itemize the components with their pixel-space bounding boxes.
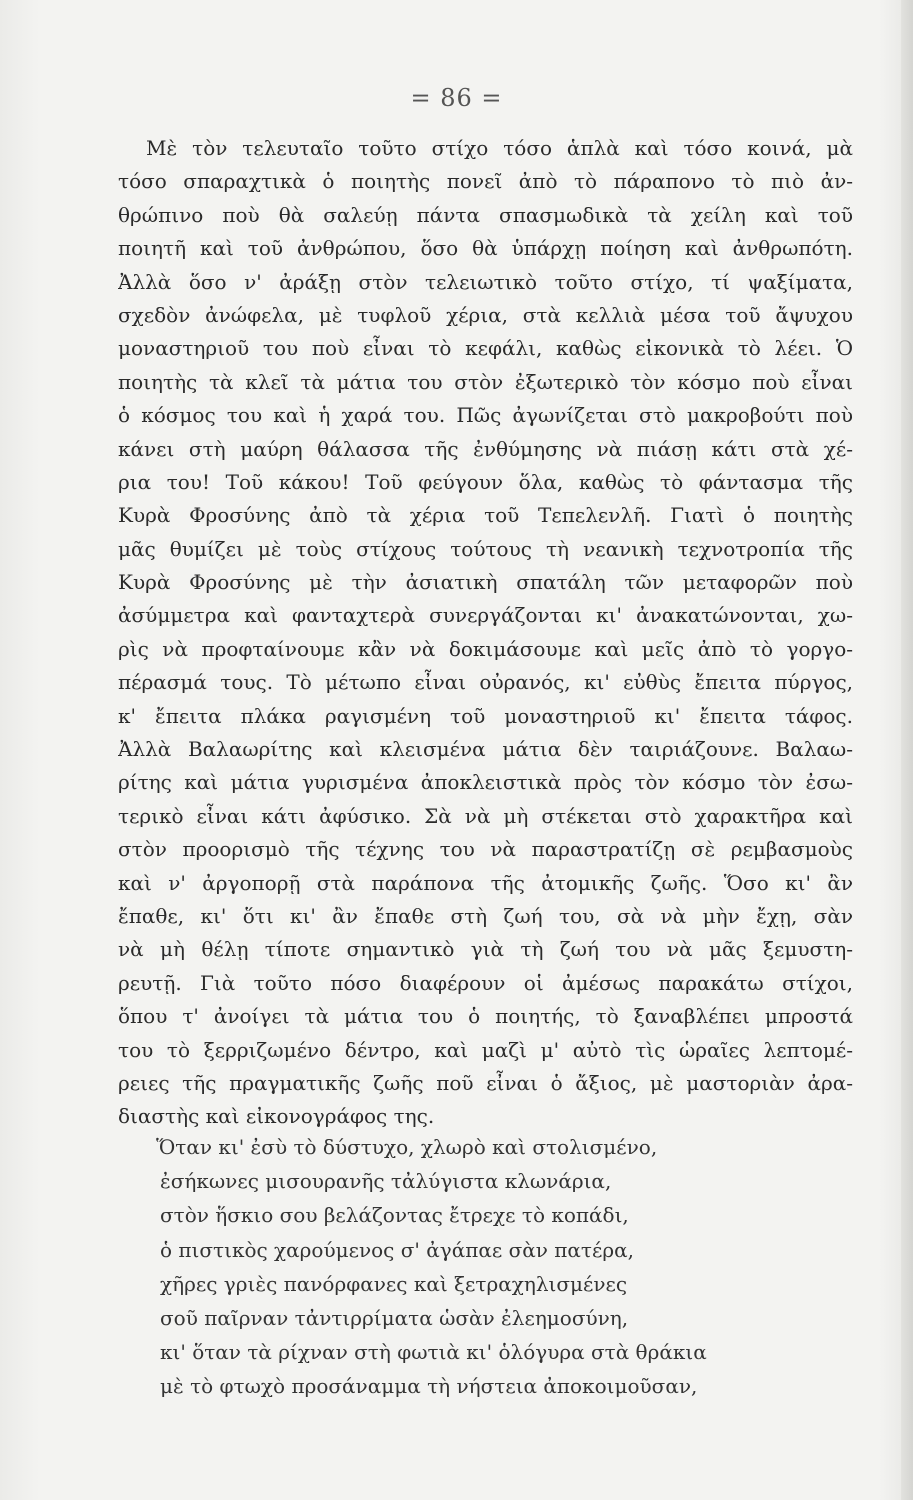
page-number: = 86 = xyxy=(410,84,503,112)
prose-line: διαστὴς καὶ εἰκονογράφος της. xyxy=(118,1104,435,1129)
prose-line: Ἀλλὰ ὅσο ν' ἀράξῃ στὸν τελειωτικὸ τοῦτο στίχο, τί ψαξίματα, xyxy=(118,269,853,294)
prose-line: πέρασμά τους. Τὸ μέτωπο εἶναι οὐρανός, κι' εὐθὺς ἔπειτα πύργος, xyxy=(118,670,853,695)
page-edge-shadow xyxy=(901,0,913,1500)
prose-line: Ἀλλὰ Βαλαωρίτης καὶ κλεισμένα μάτια δὲν ταιριάζουνε. Βαλαω- xyxy=(118,737,853,762)
prose-line: ἀσύμμετρα καὶ φανταχτερὰ συνεργάζονται κι' ἀνακατώνονται, χω- xyxy=(118,603,853,628)
prose-line: μᾶς θυμίζει μὲ τοὺς στίχους τούτους τὴ νεανικὴ τεχνοτροπία τῆς xyxy=(118,536,853,561)
prose-line: ἔπαθε, κι' ὅτι κι' ἂν ἔπαθε στὴ ζωή του, σὰ νὰ μὴν ἔχῃ, σὰν xyxy=(118,903,853,928)
prose-line: ρια του! Τοῦ κάκου! Τοῦ φεύγουν ὅλα, καθὼς τὸ φάντασμα τῆς xyxy=(118,469,853,494)
prose-line: καὶ ν' ἀργοπορῇ στὰ παράπονα τῆς ἀτομικῆς ζωῆς. Ὅσο κι' ἂν xyxy=(118,870,853,895)
prose-line: ποιητῆ καὶ τοῦ ἀνθρώπου, ὅσο θὰ ὑπάρχῃ ποίηση καὶ ἀνθρωπότη. xyxy=(118,236,853,261)
prose-line: θρώπινο ποὺ θὰ σαλεύῃ πάντα σπασμωδικὰ τὰ χείλη καὶ τοῦ xyxy=(118,202,853,227)
prose-line: Κυρὰ Φροσύνης μὲ τὴν ἀσιατικὴ σπατάλη τῶν μεταφορῶν ποὺ xyxy=(118,570,853,595)
prose-line: τόσο σπαραχτικὰ ὁ ποιητὴς πονεῖ ἀπὸ τὸ πάραπονο τὸ πιὸ ἀν- xyxy=(118,169,853,194)
prose-line: ὁ κόσμος του καὶ ἡ χαρά του. Πῶς ἀγωνίζεται στὸ μακροβούτι ποὺ xyxy=(118,403,853,428)
verse-line: σοῦ παῖρναν τἀντιρρίματα ὡσὰν ἐλεημοσύνη, xyxy=(160,1305,629,1330)
verse-line: μὲ τὸ φτωχὸ προσάναμμα τὴ νήστεια ἀποκοιμοῦσαν, xyxy=(160,1374,698,1399)
verse-line: χῆρες γριὲς πανόρφανες καὶ ξετραχηλισμένες xyxy=(160,1271,628,1296)
verse-block xyxy=(156,1130,800,1404)
prose-line: ρίτης καὶ μάτια γυρισμένα ἀποκλειστικὰ πρὸς τὸν κόσμο τὸν ἐσω- xyxy=(118,770,853,795)
prose-line: τερικὸ εἶναι κάτι ἀφύσικο. Σὰ νὰ μὴ στέκεται στὸ χαρακτῆρα καὶ xyxy=(118,803,853,828)
prose-line: Μὲ τὸν τελευταῖο τοῦτο στίχο τόσο ἁπλὰ καὶ τόσο κοινά, μὰ xyxy=(146,136,853,160)
prose-line: ὅπου τ' ἀνοίγει τὰ μάτια του ὁ ποιητής, τὸ ξαναβλέπει μπροστά xyxy=(118,1004,853,1029)
prose-line: ρὶς νὰ προφταίνουμε κἂν νὰ δοκιμάσουμε καὶ μεῖς ἀπὸ τὸ γοργο- xyxy=(118,636,853,661)
prose-line: του τὸ ξερριζωμένο δέντρο, καὶ μαζὶ μ' αὐτὸ τὶς ὡραῖες λεπτομέ- xyxy=(118,1037,853,1062)
prose-line: στὸν προορισμὸ τῆς τέχνης του νὰ παραστρατίζῃ σὲ ρεμβασμοὺς xyxy=(118,837,853,862)
prose-line: σχεδὸν ἀνώφελα, μὲ τυφλοῦ χέρια, στὰ κελλιὰ μέσα τοῦ ἄψυχου xyxy=(118,302,853,327)
prose-paragraph xyxy=(118,132,853,1134)
prose-line: ρευτῇ. Γιὰ τοῦτο πόσο διαφέρουν οἱ ἀμέσως παρακάτω στίχοι, xyxy=(118,970,853,995)
prose-line: νὰ μὴ θέλῃ τίποτε σημαντικὸ γιὰ τὴ ζωή του νὰ μᾶς ξεμυστη- xyxy=(118,937,853,962)
prose-line: ρειες τῆς πραγματικῆς ζωῆς ποῦ εἶναι ὁ ἄξιος, μὲ μαστοριὰν ἀρα- xyxy=(118,1070,853,1095)
verse-line: ἐσήκωνες μισουρανῆς τἀλύγιστα κλωνάρια, xyxy=(160,1169,612,1194)
verse-line: στὸν ἥσκιο σου βελάζοντας ἔτρεχε τὸ κοπάδι, xyxy=(160,1203,629,1228)
prose-line: κάνει στὴ μαύρη θάλασσα τῆς ἐνθύμησης νὰ πιάσῃ κάτι στὰ χέ- xyxy=(118,436,853,461)
verse-line: κι' ὅταν τὰ ρίχναν στὴ φωτιὰ κι' ὁλόγυρα στὰ θράκια xyxy=(160,1340,707,1365)
prose-line: ποιητὴς τὰ κλεῖ τὰ μάτια του στὸν ἐξωτερικὸ τὸν κόσμο ποὺ εἶναι xyxy=(118,369,853,394)
prose-line: Κυρὰ Φροσύνης ἀπὸ τὰ χέρια τοῦ Τεπελενλῆ. Γιατὶ ὁ ποιητὴς xyxy=(118,503,853,528)
prose-line: μοναστηριοῦ του ποὺ εἶναι τὸ κεφάλι, καθὼς εἰκονικὰ τὸ λέει. Ὁ xyxy=(118,336,853,361)
verse-line: ὁ πιστικὸς χαρούμενος σ' ἀγάπαε σὰν πατέρα, xyxy=(160,1237,634,1262)
prose-line: κ' ἔπειτα πλάκα ραγισμένη τοῦ μοναστηριοῦ κι' ἔπειτα τάφος. xyxy=(118,703,853,728)
verse-line: Ὅταν κι' ἐσὺ τὸ δύστυχο, χλωρὸ καὶ στολισμένο, xyxy=(156,1135,658,1159)
